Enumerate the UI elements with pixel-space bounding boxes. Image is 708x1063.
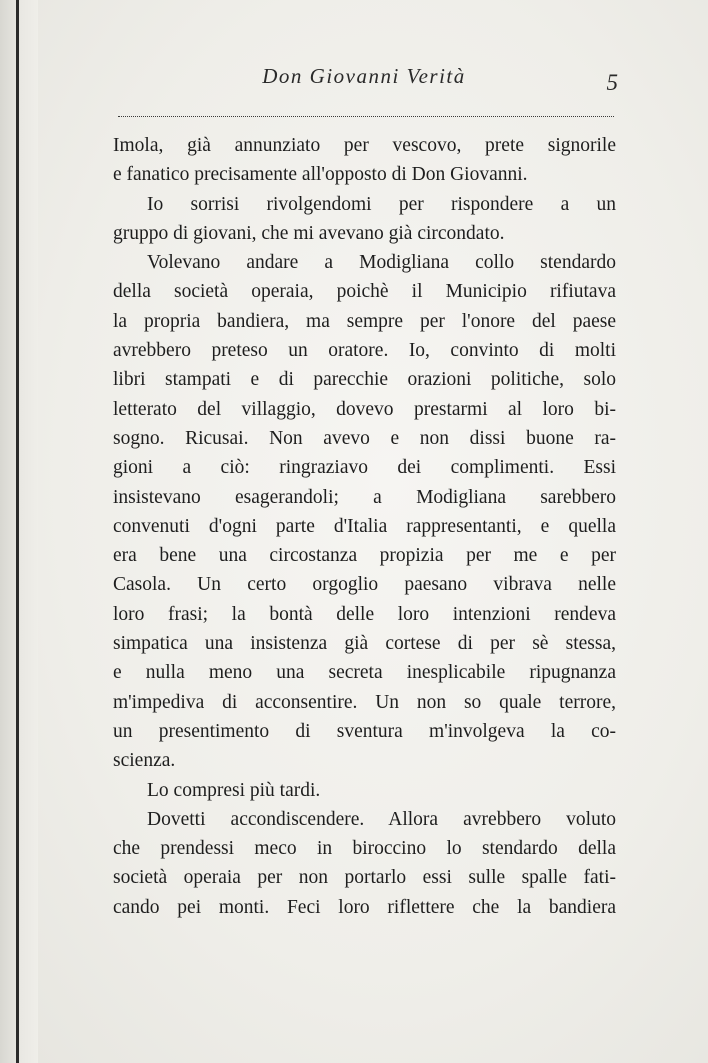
text-line: era bene una circostanza propizia per me e per — [113, 545, 616, 567]
text-line: cando pei monti. Feci loro riflettere che la bandiera — [113, 896, 616, 918]
text-line: che prendessi meco in biroccino lo stendardo della — [113, 838, 616, 860]
text-line: insistevano esagerandoli; a Modigliana sarebbero — [113, 486, 616, 508]
text-line: scienza. — [113, 750, 176, 772]
text-line: simpatica una insistenza già cortese di per sè stessa, — [113, 633, 616, 655]
text-line: letterato del villaggio, dovevo prestarmi al loro bi- — [113, 398, 616, 420]
text-line: Lo compresi più tardi. — [147, 779, 321, 801]
text-line: gruppo di giovani, che mi avevano già circondato. — [113, 222, 505, 244]
text-line: loro frasi; la bontà delle loro intenzioni rendeva — [113, 603, 616, 625]
text-line: gioni a ciò: ringraziavo dei complimenti. Essi — [113, 457, 616, 479]
spine-edge — [16, 0, 19, 1063]
text-line: libri stampati e di parecchie orazioni politiche, solo — [113, 369, 616, 391]
page-header — [110, 64, 618, 100]
book-spine — [0, 0, 38, 1063]
text-line: la propria bandiera, ma sempre per l'onore del paese — [113, 310, 616, 332]
text-line: e nulla meno una secreta inesplicabile ripugnanza — [113, 662, 616, 684]
text-line: Casola. Un certo orgoglio paesano vibrava nelle — [113, 574, 616, 596]
text-line: Dovetti accondiscendere. Allora avrebbero voluto — [147, 808, 616, 830]
text-line: Volevano andare a Modigliana collo stendardo — [147, 252, 616, 274]
text-line: un presentimento di sventura m'involgeva la co- — [113, 720, 616, 742]
text-line: m'impediva di acconsentire. Un non so quale terrore, — [113, 691, 616, 713]
text-line: della società operaia, poichè il Municipio rifiutava — [113, 281, 616, 303]
page-number: 5 — [606, 70, 618, 95]
text-line: società operaia per non portarlo essi sulle spalle fati- — [113, 867, 616, 889]
text-line: Imola, già annunziato per vescovo, prete signorile — [113, 135, 616, 156]
header-rule — [118, 116, 614, 117]
text-line: avrebbero preteso un oratore. Io, convinto di molti — [113, 340, 616, 362]
text-line: convenuti d'ogni parte d'Italia rappresentanti, e quella — [113, 515, 616, 537]
body-text — [113, 131, 616, 922]
text-line: Io sorrisi rivolgendomi per rispondere a un — [147, 193, 616, 215]
text-line: e fanatico precisamente all'opposto di Don Giovanni. — [113, 164, 528, 186]
running-title: Don Giovanni Verità — [262, 64, 466, 88]
text-line: sogno. Ricusai. Non avevo e non dissi buone ra- — [113, 427, 616, 449]
